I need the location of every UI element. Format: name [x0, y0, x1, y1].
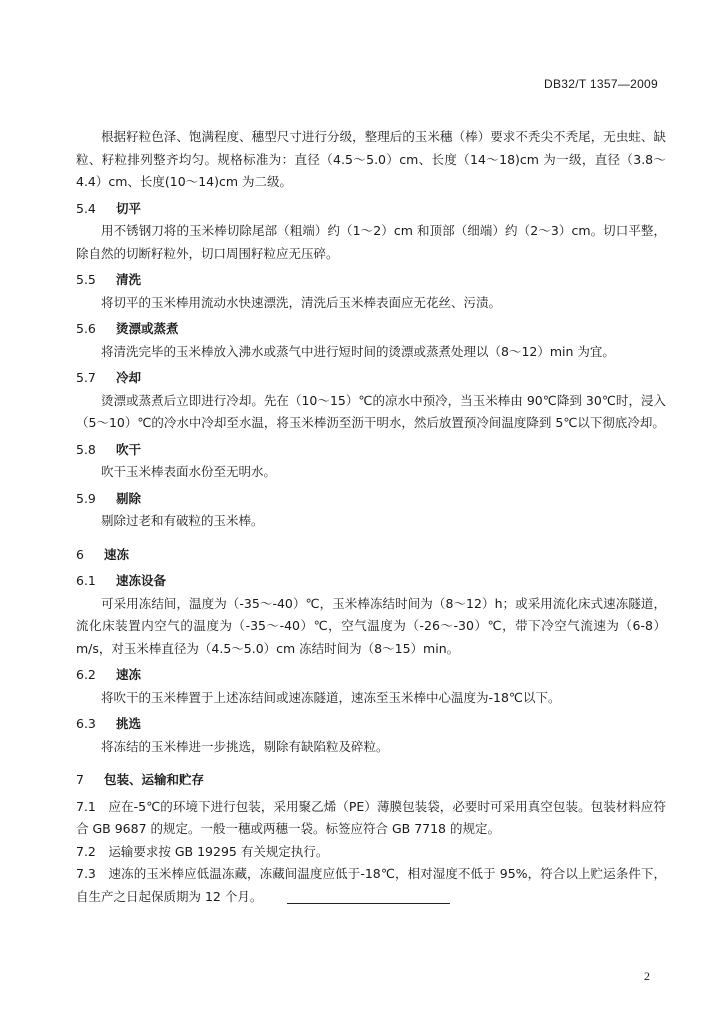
section-number: 5.4	[76, 200, 96, 216]
clause-7-2: 7.2 运输要求按 GB 19295 有关规定执行。	[76, 843, 329, 859]
clause-7-1: 7.1 应在-5℃的环境下进行包装，采用聚乙烯（PE）薄膜包装袋，必要时可采用真空包装。包装材料应符合 GB 9687 的规定。一般一穗或两穗一袋。标签应符合 GB 7718 的规定。	[76, 798, 666, 836]
page-number: 2	[644, 969, 650, 983]
section-title: 切平	[116, 200, 142, 216]
section-title: 吹干	[116, 441, 142, 457]
paragraph-5-5: 将切平的玉米棒用流动水快速漂洗，清洗后玉米棒表面应无花丝、污渍。	[101, 294, 502, 310]
section-5-5-heading	[76, 269, 666, 292]
section-number: 5.6	[76, 321, 96, 336]
section-number: 6.3	[76, 716, 96, 731]
paragraph-5-8: 吹干玉米棒表面水份至无明水。	[101, 464, 277, 479]
section-6-3-heading	[76, 713, 666, 736]
paragraph-5-4: 用不锈钢刀将的玉米棒切除尾部（粗端）约（1～2）cm 和顶部（细端）约（2～3）cm。切口平整，除自然的切断籽粒外，切口周围籽粒应无压碎。	[76, 223, 666, 261]
section-title: 冷却	[116, 370, 142, 385]
section-title: 剔除	[116, 490, 142, 506]
clause-7-3: 7.3 速冻的玉米棒应低温冻藏，冻藏间温度应低于-18℃，相对湿度不低于 95%，符合以上贮运条件下，自生产之日起保质期为 12 个月。	[76, 866, 666, 904]
chapter-number: 6	[76, 546, 84, 562]
paragraph-5-6: 将清洗完毕的玉米棒放入沸水或蒸气中进行短时间的烫漂或蒸煮处理以（8～12）min 为宜。	[101, 343, 615, 359]
document-body	[76, 126, 666, 908]
section-number: 5.8	[76, 441, 96, 457]
section-5-8-heading	[76, 439, 666, 462]
section-5-9-heading	[76, 488, 666, 511]
section-5-4-heading	[76, 198, 666, 221]
section-number: 5.5	[76, 272, 96, 287]
paragraph-5-9: 剔除过老和有破粒的玉米棒。	[101, 513, 264, 528]
chapter-number: 7	[76, 772, 84, 787]
end-rule	[287, 903, 450, 904]
section-5-6-heading	[76, 318, 666, 341]
paragraph-grading: 根据籽粒色泽、饱满程度、穗型尺寸进行分级，整理后的玉米穗（棒）要求不秃尖不秃尾，无虫蛀、缺粒、籽粒排列整齐均匀。规格标准为：直径（4.5～5.0）cm、长度（14～18)cm 为一级，直径（3.8～4.4）cm、长度(10～14)cm 为二级。	[76, 129, 666, 189]
section-6-1-heading	[76, 570, 666, 593]
chapter-title: 速冻	[104, 546, 130, 562]
section-title: 挑选	[116, 716, 142, 731]
standard-code-header: DB32/T 1357—2009	[544, 77, 658, 91]
paragraph-6-1: 可采用冻结间，温度为（-35～-40）℃，玉米棒冻结时间为（8～12）h；或采用流化床式速冻隧道，流化床装置内空气的温度为（-35～-40）℃，空气温度为（-26～-30）℃，带下冷空气流速为（6-8）m/s，对玉米棒直径为（4.5～5.0）cm 冻结时间为（8～15）min。	[76, 595, 666, 656]
section-number: 5.9	[76, 490, 96, 506]
section-number: 6.2	[76, 667, 96, 682]
section-number: 6.1	[76, 573, 96, 588]
chapter-7-heading	[76, 769, 666, 792]
section-title: 速冻设备	[116, 573, 167, 588]
paragraph-5-7: 烫漂或蒸煮后立即进行冷却。先在（10～15）℃的凉水中预冷，当玉米棒由 90℃降到 30℃时，浸入（5～10）℃的冷水中冷却至水温，将玉米棒沥至沥干明水，然后放置预冷间温度降到 5℃以下彻底冷却。	[76, 392, 666, 430]
section-title: 速冻	[116, 667, 142, 682]
chapter-title: 包装、运输和贮存	[104, 772, 205, 787]
section-6-2-heading	[76, 664, 666, 687]
paragraph-6-2: 将吹干的玉米棒置于上述冻结间或速冻隧道，速冻至玉米棒中心温度为-18℃以下。	[101, 689, 561, 705]
section-number: 5.7	[76, 370, 96, 385]
section-title: 烫漂或蒸煮	[116, 321, 179, 336]
section-5-7-heading	[76, 367, 666, 390]
chapter-6-heading	[76, 544, 666, 567]
paragraph-6-3: 将冻结的玉米棒进一步挑选，剔除有缺陷粒及碎粒。	[101, 738, 389, 754]
section-title: 清洗	[116, 272, 142, 287]
